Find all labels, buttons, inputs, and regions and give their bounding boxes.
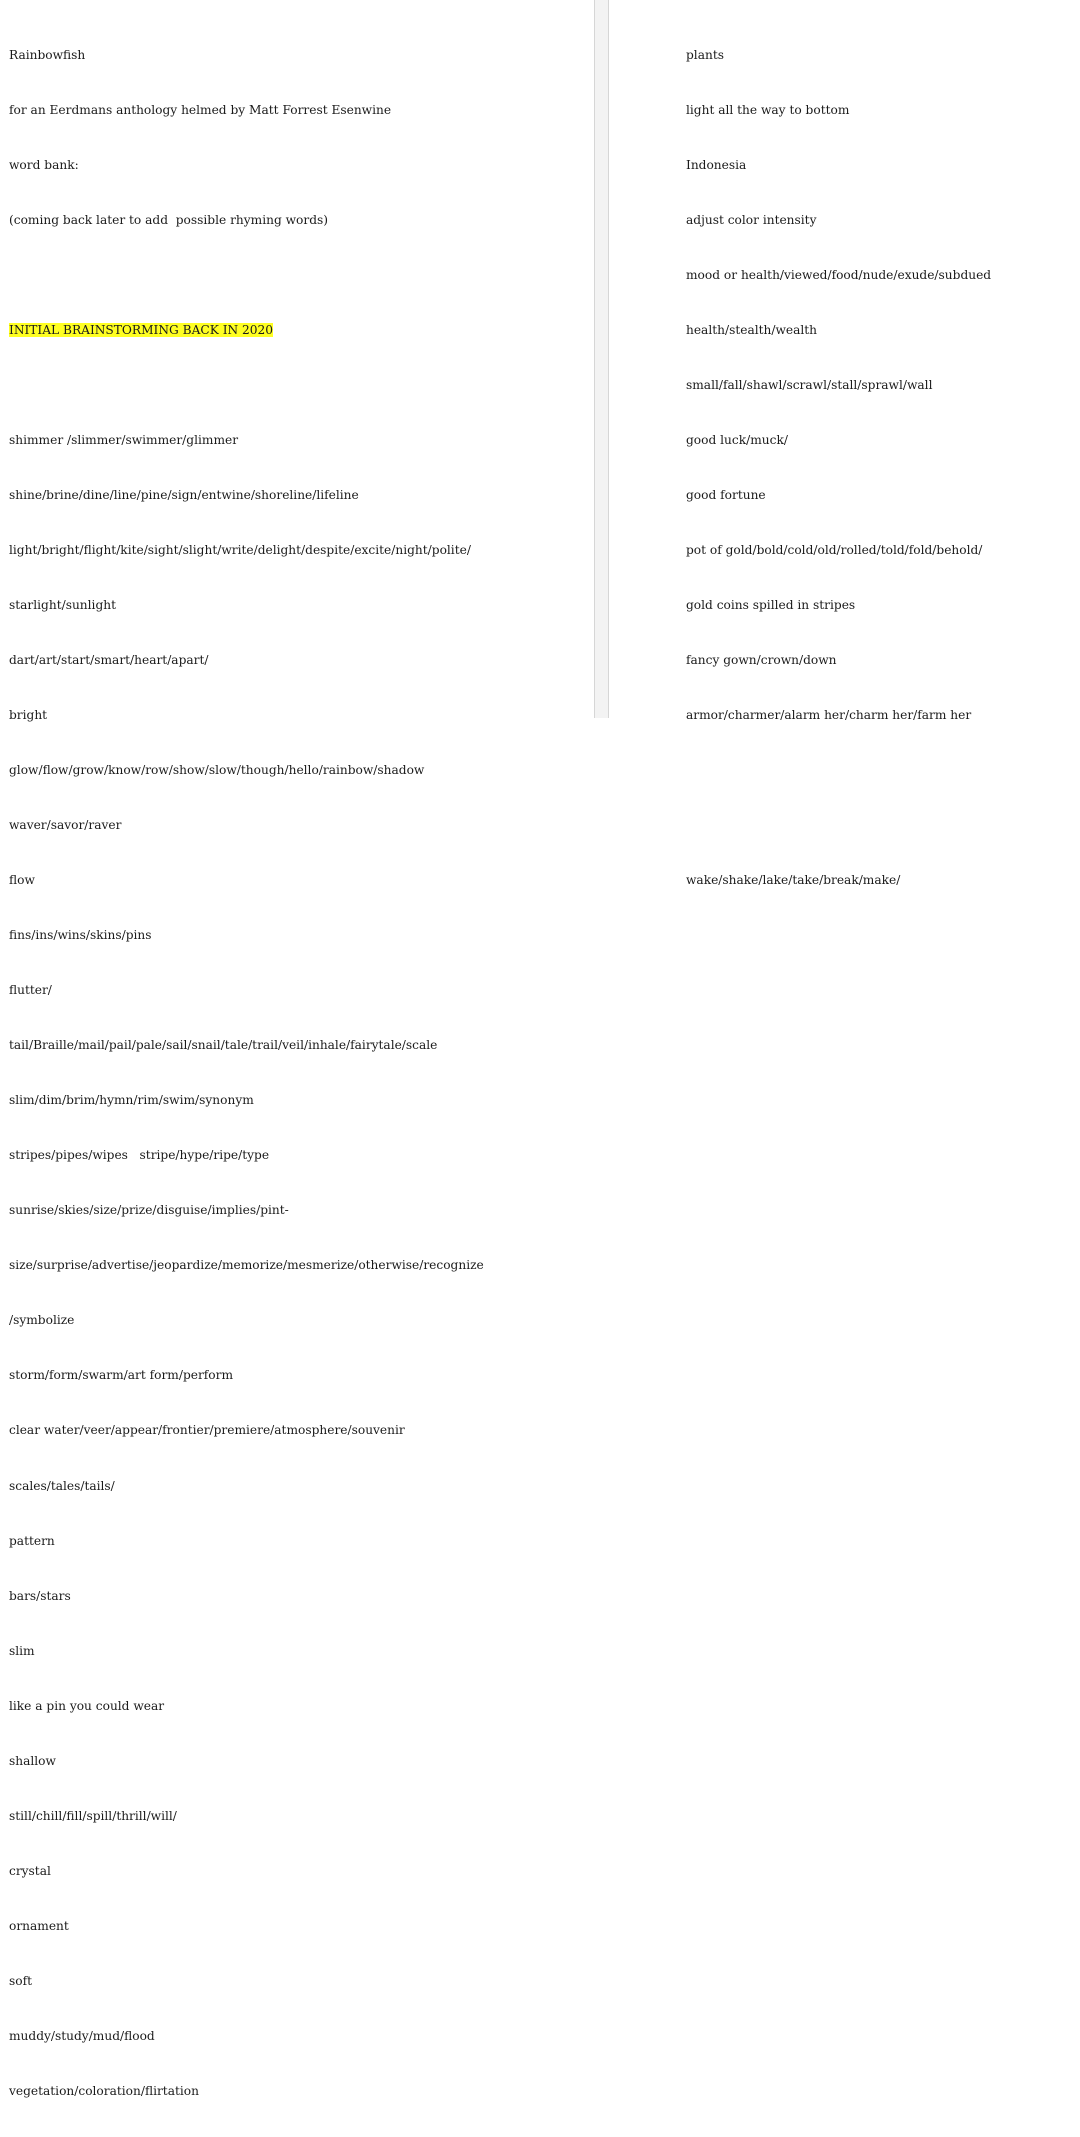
text-line: pattern: [9, 1533, 55, 1548]
blank-line: [9, 376, 484, 394]
text-line: light/bright/flight/kite/sight/slight/write/delight/despite/excite/night/polite/: [9, 542, 471, 557]
text-line: slim/dim/brim/hymn/rim/swim/synonym: [9, 1093, 254, 1108]
page-gutter: [594, 0, 609, 718]
text-line: stripes/pipes/wipes stripe/hype/ripe/type: [9, 1148, 270, 1163]
text-line: like a pin you could wear: [9, 1698, 165, 1713]
text-line: Indonesia: [686, 157, 747, 172]
blank-line: [686, 816, 991, 834]
highlighted-section-heading: INITIAL BRAINSTORMING BACK IN 2020: [9, 322, 274, 337]
text-line: /symbolize: [9, 1313, 75, 1328]
doc-subtitle: for an Eerdmans anthology helmed by Matt Forrest Esenwine: [9, 102, 392, 117]
text-line: gold coins spilled in stripes: [686, 598, 856, 612]
text-line: bright: [9, 708, 48, 723]
text-line: fancy gown/crown/down: [686, 653, 837, 668]
text-line: starlight/sunlight: [9, 598, 116, 612]
text-line: slim: [9, 1643, 35, 1658]
word-bank-note: (coming back later to add possible rhyming words): [9, 212, 329, 227]
text-line: soft: [9, 1973, 33, 1988]
text-line: small/fall/shawl/scrawl/stall/sprawl/wall: [686, 377, 933, 392]
text-line: fins/ins/wins/skins/pins: [9, 928, 152, 943]
text-line: scales/tales/tails/: [9, 1478, 115, 1493]
text-line: health/stealth/wealth: [686, 322, 818, 337]
text-line: shimmer /slimmer/swimmer/glimmer: [9, 432, 239, 447]
text-line: shallow: [9, 1753, 56, 1768]
document-page-right: [609, 0, 1080, 888]
text-line: glow/flow/grow/know/row/show/slow/though/hello/rainbow/shadow: [9, 763, 425, 778]
text-line: clear water/veer/appear/frontier/premiere/atmosphere/souvenir: [9, 1423, 405, 1438]
doc-title: Rainbowfish: [9, 47, 86, 62]
text-line: ornament: [9, 1918, 69, 1933]
text-line: light all the way to bottom: [686, 102, 850, 117]
text-line: muddy/study/mud/flood: [9, 2028, 155, 2043]
page-text-right: [686, 9, 991, 926]
text-line: crystal: [9, 1863, 51, 1878]
text-line: armor/charmer/alarm her/charm her/farm her: [686, 708, 972, 723]
text-line: flutter/: [9, 983, 52, 998]
text-line: adjust color intensity: [686, 212, 817, 227]
section-heading-line: [9, 321, 484, 339]
text-line: bars/stars: [9, 1588, 71, 1603]
text-line: waver/savor/raver: [9, 818, 122, 833]
text-line: wake/shake/lake/take/break/make/: [686, 873, 901, 888]
text-line: storm/form/swarm/art form/perform: [9, 1368, 234, 1383]
text-line: flow: [9, 873, 35, 888]
text-line: tail/Braille/mail/pail/pale/sail/snail/tale/trail/veil/inhale/fairytale/scale: [9, 1038, 438, 1053]
text-line: still/chill/fill/spill/thrill/will/: [9, 1808, 177, 1823]
text-line: shine/brine/dine/line/pine/sign/entwine/shoreline/lifeline: [9, 487, 359, 502]
text-line: pot of gold/bold/cold/old/rolled/told/fold/behold/: [686, 542, 983, 557]
blank-line: [9, 266, 484, 284]
page-text-left: [9, 9, 484, 2137]
text-line: vegetation/coloration/flirtation: [9, 2083, 199, 2098]
text-line: good luck/muck/: [686, 432, 788, 447]
word-bank-heading: word bank:: [9, 157, 79, 172]
text-line: dart/art/start/smart/heart/apart/: [9, 653, 209, 668]
text-line: plants: [686, 47, 724, 62]
text-line: mood or health/viewed/food/nude/exude/subdued: [686, 267, 992, 282]
blank-line: [686, 761, 991, 779]
text-line: good fortune: [686, 487, 766, 502]
text-line: sunrise/skies/size/prize/disguise/implies/pint-: [9, 1203, 289, 1218]
text-line: size/surprise/advertise/jeopardize/memorize/mesmerize/otherwise/recognize: [9, 1258, 484, 1273]
